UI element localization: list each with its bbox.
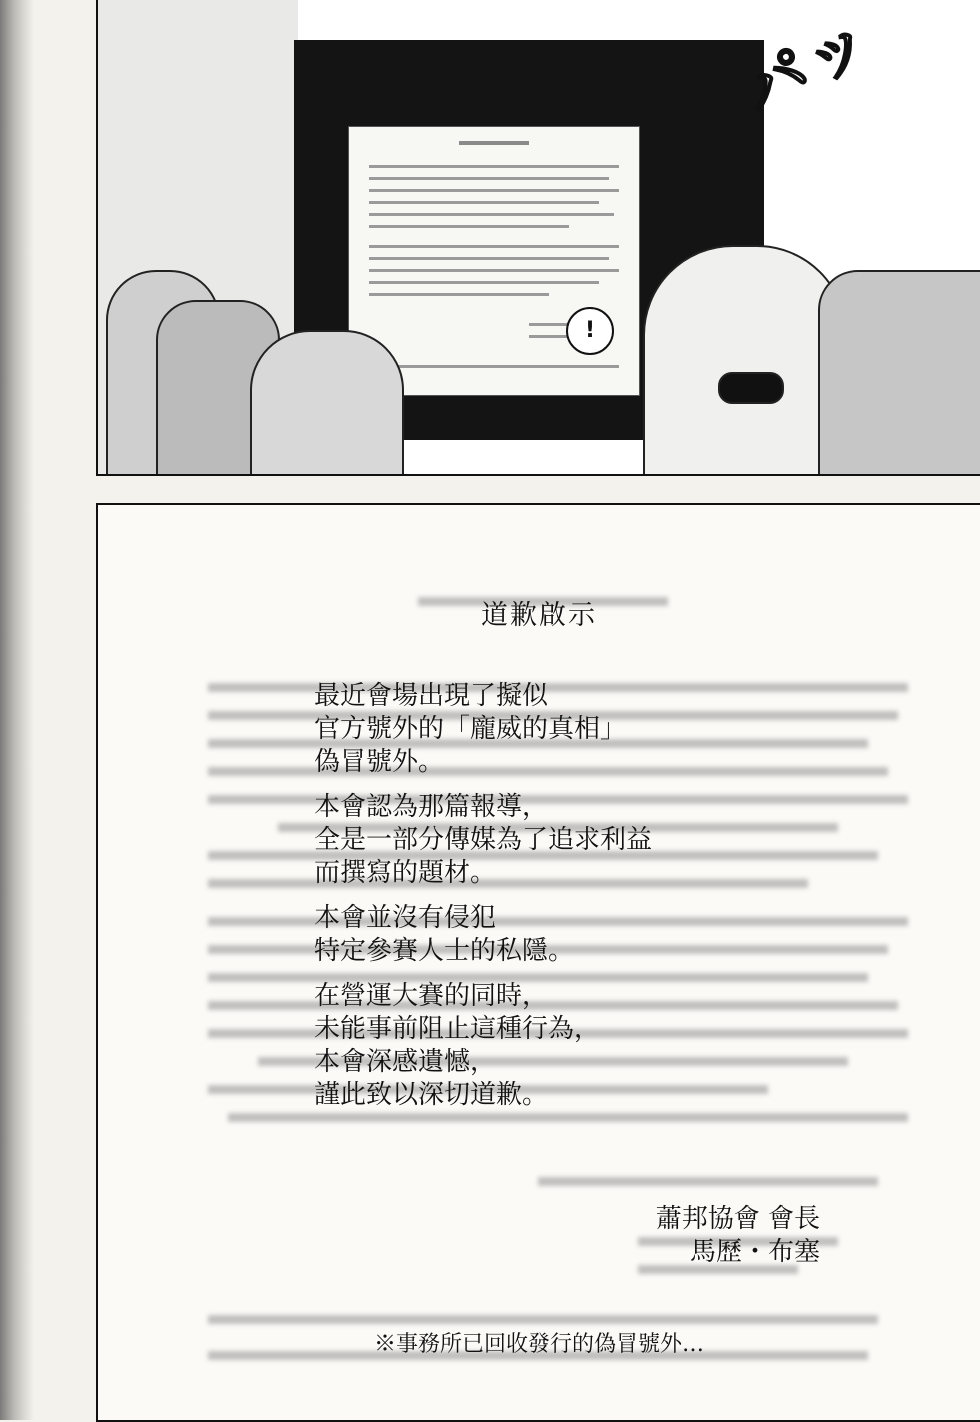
notice-paragraph [314, 791, 652, 890]
notice-body [314, 680, 652, 1124]
notice-line: 最近會場出現了擬似 [314, 681, 549, 711]
document-line [369, 189, 619, 192]
sound-effect-text: パッ [731, 0, 887, 130]
document-line [369, 165, 619, 168]
notice-line: 本會深感遺憾， [314, 1047, 497, 1077]
notice-line: 在營運大賽的同時， [314, 981, 549, 1011]
notice-paragraph [314, 680, 652, 779]
notice-footnote: ※事務所已回收發行的偽冒號外… [373, 1332, 704, 1357]
notice-line: 特定參賽人士的私隱。 [314, 936, 575, 966]
notice-line: 謹此致以深切道歉。 [314, 1080, 549, 1110]
book-spine-shadow [0, 0, 34, 1420]
blurred-background-text [538, 1177, 878, 1186]
notice-line: 全是一部分傳媒為了追求利益 [314, 825, 653, 855]
document-line [369, 257, 609, 260]
notice-line: 未能事前阻止這種行為， [314, 1014, 601, 1044]
document-line [369, 225, 569, 228]
notice-line: 而撰寫的題材。 [314, 858, 497, 888]
document-line [369, 365, 619, 368]
document-line [369, 213, 614, 216]
notice-line: 偽冒號外。 [314, 747, 445, 777]
notice-signature [656, 1203, 820, 1269]
manga-panel-apology-notice [96, 503, 980, 1422]
document-line [369, 245, 619, 248]
notice-line: 本會並沒有侵犯 [314, 903, 497, 933]
document-line [369, 177, 609, 180]
notice-paragraph [314, 980, 652, 1112]
hair-clip [718, 372, 784, 404]
spectator-right-man [818, 270, 980, 476]
notice-title: 道歉啟示 [481, 600, 597, 631]
document-line [369, 281, 599, 284]
surprise-speech-bubble: ! [566, 307, 614, 355]
document-heading [459, 141, 529, 145]
notice-paragraph [314, 902, 652, 968]
signature-name: 馬歷・布塞 [689, 1237, 820, 1267]
notice-line: 官方號外的「龐威的真相」 [314, 714, 627, 744]
spectator-blonde-woman [643, 245, 847, 476]
notice-line: 本會認為那篇報導， [314, 792, 549, 822]
document-line [369, 293, 549, 296]
document-line [369, 269, 619, 272]
document-line [369, 201, 599, 204]
manga-panel-screen-scene [96, 0, 980, 476]
blurred-background-text [208, 1315, 878, 1324]
signature-organization: 蕭邦協會 會長 [655, 1204, 820, 1234]
spectator-woman-shawl [250, 330, 404, 476]
